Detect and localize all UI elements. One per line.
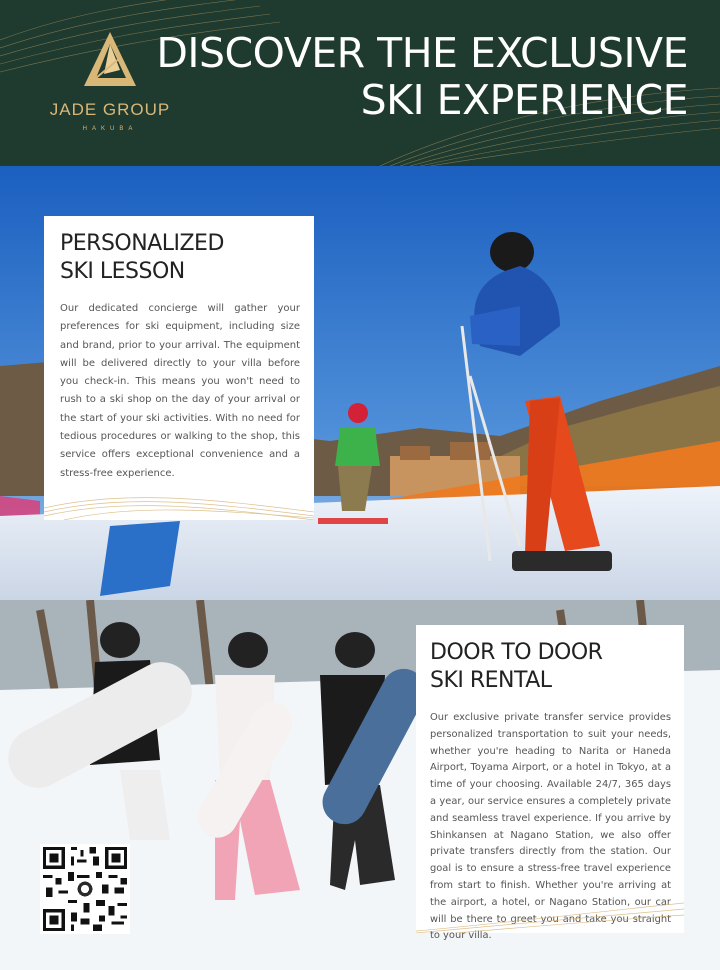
ski-rental-title-line-1: DOOR TO DOOR: [430, 640, 603, 665]
ski-rental-card: [416, 625, 684, 942]
qr-code-icon[interactable]: [40, 844, 130, 934]
ski-lesson-body: Our dedicated concierge will gather your preferences for ski equipment, including size and brand, prior to your arrival. The equipment will be delivered directly to your villa before you check-in. This means you won't need to rush to a ski shop on the day of your arrival or the start of your ski activities. With no need for tedious procedures or walking to the shop, this service offers exceptional convenience and a stress-free experience.: [60, 303, 300, 479]
gold-wave-decoration: [44, 470, 314, 520]
ski-lesson-title-line-2: SKI LESSON: [60, 259, 185, 284]
headline-line-2: SKI EXPERIENCE: [360, 76, 688, 124]
gold-wave-decoration: [416, 883, 684, 933]
ski-rental-title-line-2: SKI RENTAL: [430, 668, 552, 693]
ski-lesson-card: [44, 216, 314, 520]
brand-location: HAKUBA: [82, 126, 138, 132]
headline-line-1: DISCOVER THE EXCLUSIVE: [156, 29, 688, 77]
brand-name: JADE GROUP: [49, 100, 171, 119]
header-banner: [0, 0, 720, 166]
ski-lesson-title: [60, 230, 300, 286]
ski-rental-body: Our exclusive private transfer service provides personalized transportation to suit your needs, whether you're heading to Narita or Haneda Airport, Toyama Airport, or a hotel in Tokyo, at a time of your choosing. Available 24/7, 365 days a year, our service ensures a completely private and seamless travel experience. If you arrive by Shinkansen at Nagano Station, we also offer private transfers directly from the station. Our goal is to ensure a stress-free travel experience from start to finish. Whether you're arriving at the airport, a hotel, or Nagano Station, our car will be there to greet you and take you straight to your villa.: [430, 712, 671, 942]
ski-lesson-title-line-1: PERSONALIZED: [60, 231, 224, 256]
page-headline: [156, 30, 688, 124]
jade-group-logo-icon: [82, 30, 138, 90]
ski-rental-title: [430, 639, 671, 695]
